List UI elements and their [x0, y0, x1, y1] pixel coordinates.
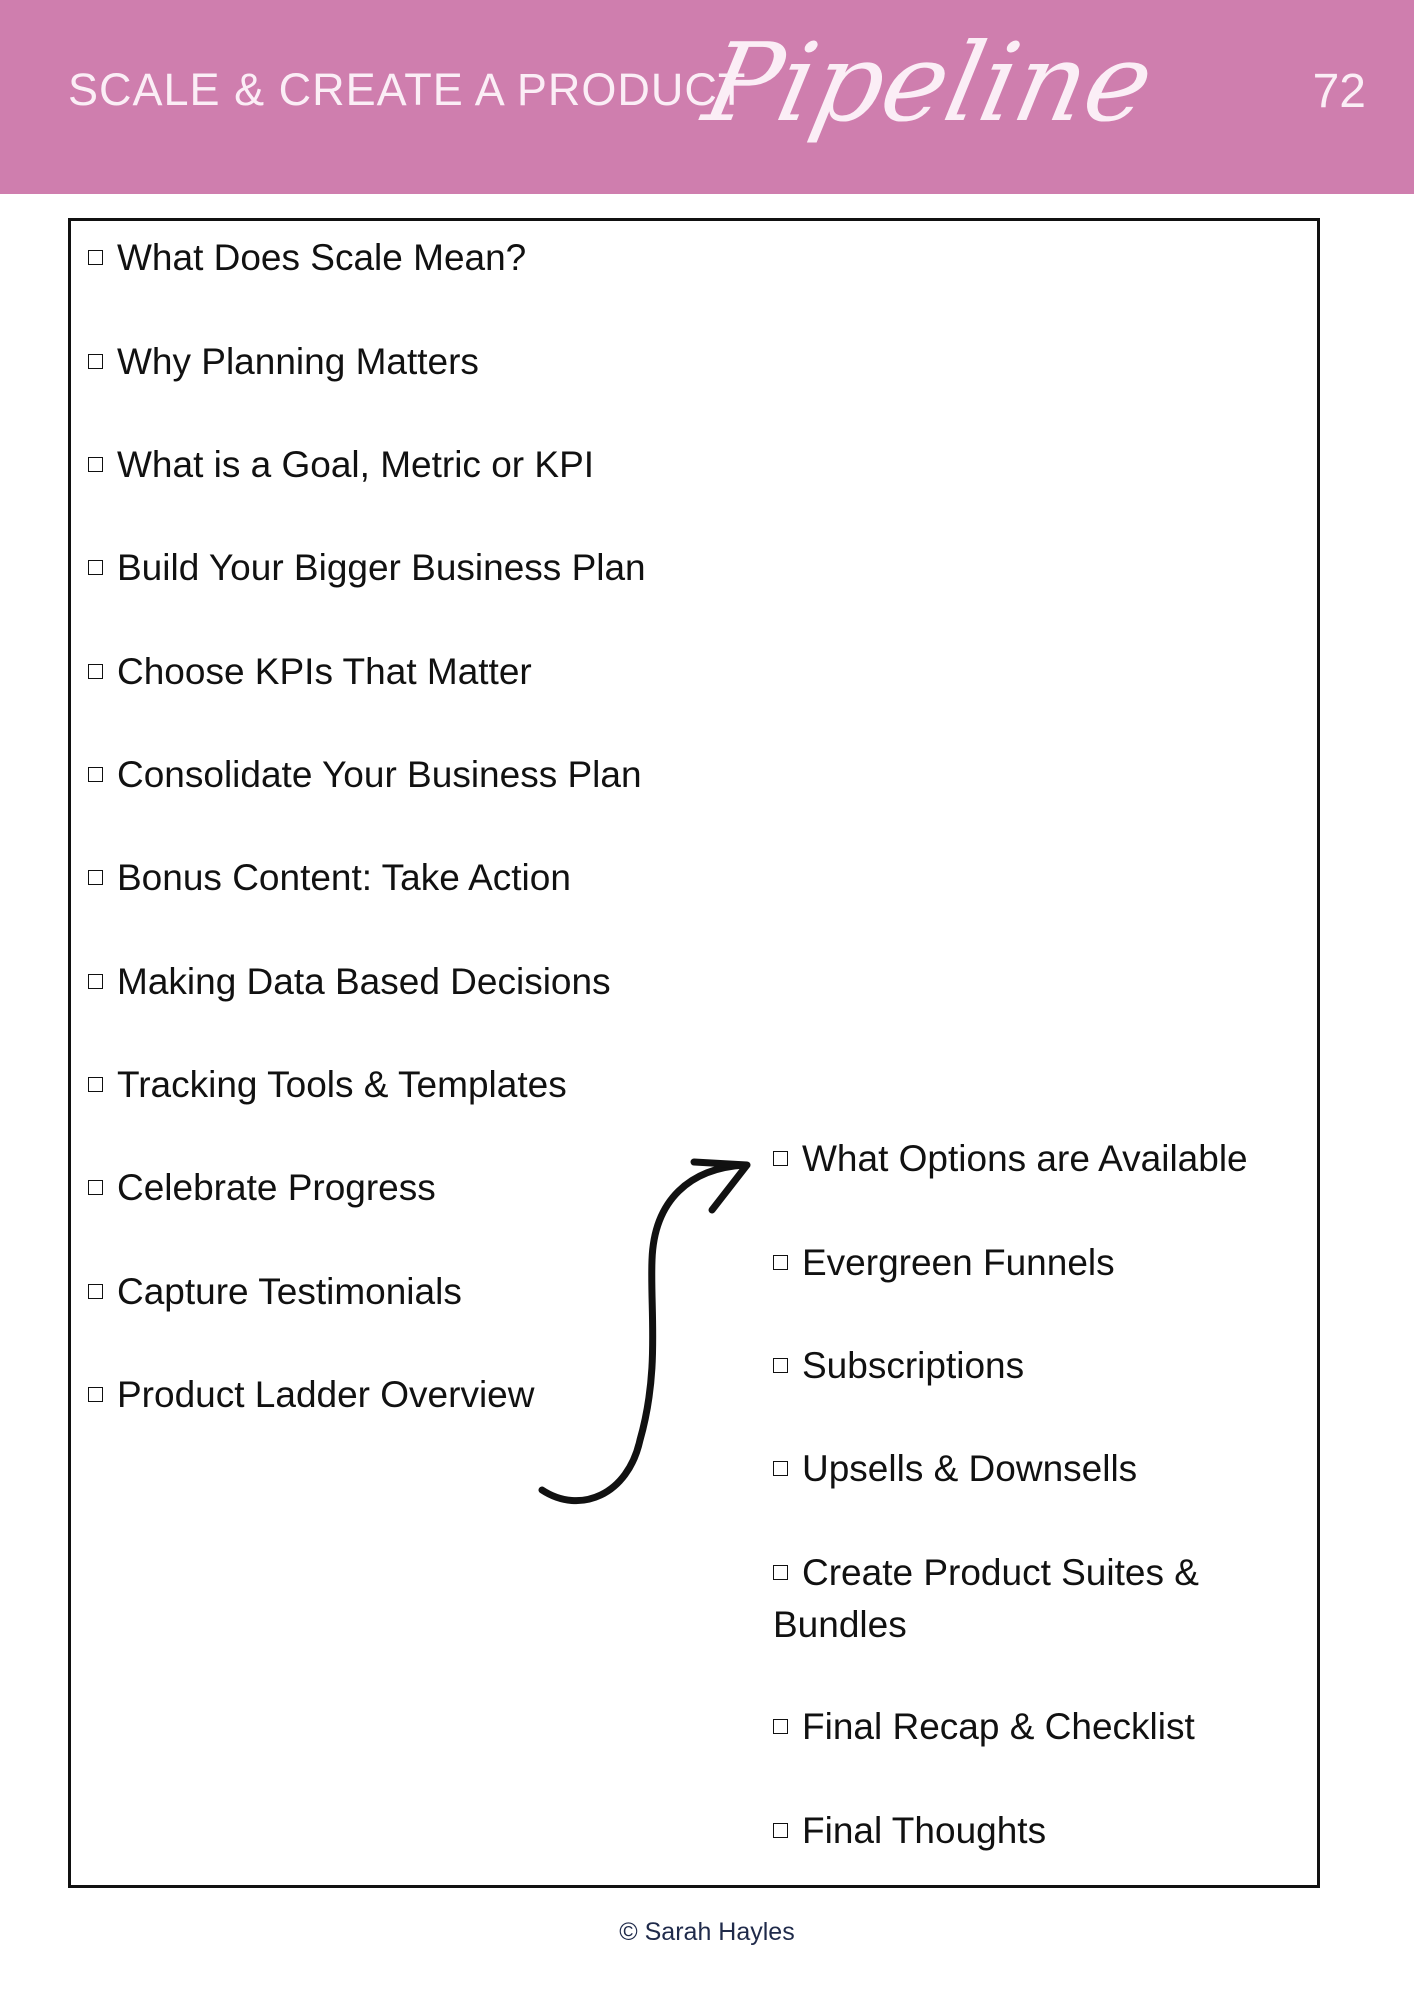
checklist-item-label: Making Data Based Decisions: [117, 961, 611, 1002]
checklist-item[interactable]: [773, 1443, 1137, 1495]
checklist-item[interactable]: [88, 1059, 567, 1111]
checkbox-icon[interactable]: [88, 1077, 103, 1092]
checkbox-icon[interactable]: [88, 870, 103, 885]
checklist-item-label: Why Planning Matters: [117, 341, 479, 382]
checkbox-icon[interactable]: [88, 354, 103, 369]
checklist-item[interactable]: [88, 1266, 462, 1318]
checklist-item-label: Capture Testimonials: [117, 1271, 462, 1312]
checklist-item-label: What Does Scale Mean?: [117, 237, 527, 278]
checkbox-icon[interactable]: [88, 560, 103, 575]
checklist-item[interactable]: [88, 232, 526, 284]
checklist-item-label: What is a Goal, Metric or KPI: [117, 444, 595, 485]
checkbox-icon[interactable]: [88, 457, 103, 472]
checkbox-icon[interactable]: [88, 250, 103, 265]
checklist-item[interactable]: [88, 646, 532, 698]
checklist-item[interactable]: [88, 336, 479, 388]
checklist-item[interactable]: [773, 1547, 1293, 1651]
checklist-item-label: Tracking Tools & Templates: [117, 1064, 567, 1105]
page-header: [0, 0, 1414, 194]
header-title: SCALE & CREATE A PRODUCT: [68, 64, 747, 115]
checklist-item[interactable]: [88, 1162, 436, 1214]
checklist-item-label: Create Product Suites & Bundles: [773, 1552, 1199, 1645]
checklist-item-label: Build Your Bigger Business Plan: [117, 547, 646, 588]
checklist-item-label: Bonus Content: Take Action: [117, 857, 571, 898]
checkbox-icon[interactable]: [773, 1565, 788, 1580]
page-number: 72: [1312, 65, 1366, 118]
checkbox-icon[interactable]: [773, 1255, 788, 1270]
checkbox-icon[interactable]: [773, 1151, 788, 1166]
checklist-item[interactable]: [88, 852, 571, 904]
checklist-item[interactable]: [773, 1701, 1195, 1753]
curved-arrow-icon: [520, 1140, 760, 1520]
checkbox-icon[interactable]: [88, 664, 103, 679]
checkbox-icon[interactable]: [773, 1461, 788, 1476]
checkbox-icon[interactable]: [88, 1387, 103, 1402]
checklist-item[interactable]: [773, 1805, 1046, 1857]
checklist-item-label: Upsells & Downsells: [802, 1448, 1138, 1489]
checklist-item-label: Consolidate Your Business Plan: [117, 754, 642, 795]
footer-copyright: © Sarah Hayles: [619, 1918, 795, 1946]
checkbox-icon[interactable]: [88, 1180, 103, 1195]
checkbox-icon[interactable]: [773, 1358, 788, 1373]
checklist-item[interactable]: [88, 1369, 534, 1421]
checklist-item[interactable]: [773, 1237, 1115, 1289]
checkbox-icon[interactable]: [773, 1823, 788, 1838]
header-script-word: Pipeline: [694, 21, 1164, 146]
checklist-item[interactable]: [88, 749, 642, 801]
checklist-item-label: Product Ladder Overview: [117, 1374, 535, 1415]
checkbox-icon[interactable]: [88, 974, 103, 989]
checklist-item-label: Final Thoughts: [802, 1810, 1047, 1851]
checklist-item[interactable]: [88, 542, 646, 594]
checklist-item-label: Choose KPIs That Matter: [117, 651, 532, 692]
checklist-item-label: Evergreen Funnels: [802, 1242, 1115, 1283]
checklist-item[interactable]: [88, 956, 611, 1008]
checklist-item[interactable]: [773, 1133, 1248, 1185]
checkbox-icon[interactable]: [88, 767, 103, 782]
checkbox-icon[interactable]: [773, 1719, 788, 1734]
checklist-item-label: Subscriptions: [802, 1345, 1025, 1386]
checklist-item-label: Celebrate Progress: [117, 1167, 436, 1208]
checklist-item-label: Final Recap & Checklist: [802, 1706, 1195, 1747]
checklist-item-label: What Options are Available: [802, 1138, 1248, 1179]
checklist-item[interactable]: [88, 439, 594, 491]
checklist-item[interactable]: [773, 1340, 1024, 1392]
checkbox-icon[interactable]: [88, 1284, 103, 1299]
